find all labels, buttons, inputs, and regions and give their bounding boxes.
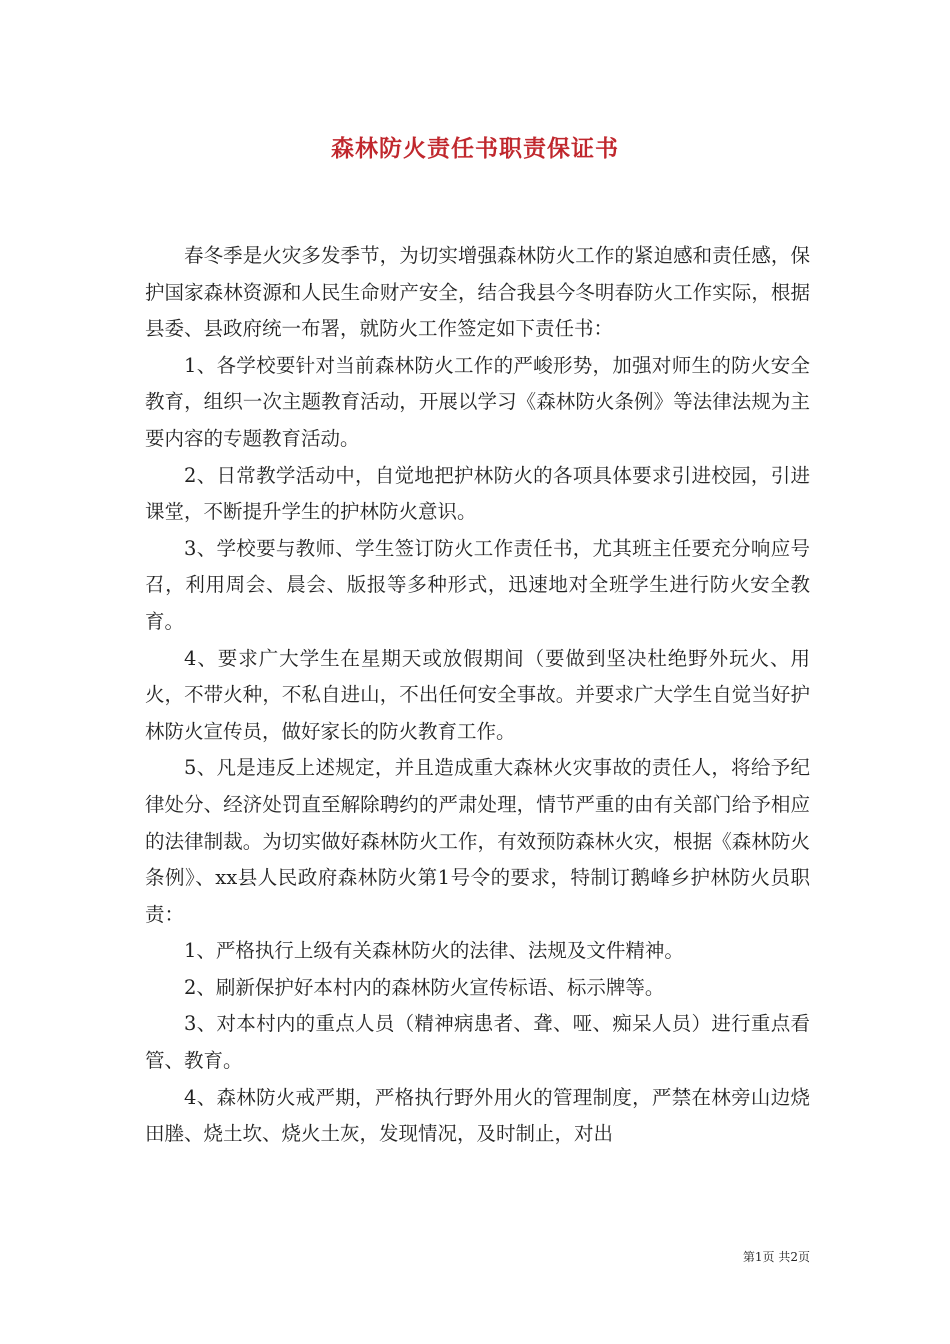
paragraph-item-2: 2、日常教学活动中，自觉地把护林防火的各项具体要求引进校园，引进课堂，不断提升学生的护林防火意识。	[145, 463, 810, 524]
duty-item-2: 2、刷新保护好本村内的森林防火宣传标语、标示牌等。	[184, 975, 665, 999]
duty-item-3: 3、对本村内的重点人员（精神病患者、聋、哑、痴呆人员）进行重点看管、教育。	[145, 1012, 810, 1073]
duty-item-4: 4、森林防火戒严期，严格执行野外用火的管理制度，严禁在林旁山边烧田塍、烧土坎、烧火土灰，发现情况，及时制止，对出	[145, 1085, 810, 1146]
paragraph-item-1: 1、各学校要针对当前森林防火工作的严峻形势，加强对师生的防火安全教育，组织一次主题教育活动，开展以学习《森林防火条例》等法律法规为主要内容的专题教育活动。	[145, 353, 810, 450]
page-number: 第1页 共2页	[742, 1250, 810, 1264]
duty-item-1: 1、严格执行上级有关森林防火的法律、法规及文件精神。	[184, 939, 684, 963]
paragraph-intro: 春冬季是火灾多发季节，为切实增强森林防火工作的紧迫感和责任感，保护国家森林资源和人民生命财产安全，结合我县今冬明春防火工作实际，根据县委、县政府统一布署，就防火工作签定如下责任书：	[145, 244, 810, 341]
paragraph-item-5: 5、凡是违反上述规定，并且造成重大森林火灾事故的责任人，将给予纪律处分、经济处罚直至解除聘约的严肃处理，情节严重的由有关部门给予相应的法律制裁。为切实做好森林防火工作，有效预防森林火灾，根据《森林防火条例》、xx县人民政府森林防火第1号令的要求，特制订鹅峰乡护林防火员职责：	[145, 756, 810, 926]
document-title: 森林防火责任书职责保证书	[331, 136, 619, 162]
paragraph-item-4: 4、要求广大学生在星期天或放假期间（要做到坚决杜绝野外玩火、用火，不带火种，不私自进山，不出任何安全事故。并要求广大学生自觉当好护林防火宣传员，做好家长的防火教育工作。	[145, 646, 810, 743]
paragraph-item-3: 3、学校要与教师、学生签订防火工作责任书，尤其班主任要充分响应号召，利用周会、晨会、版报等多种形式，迅速地对全班学生进行防火安全教育。	[145, 536, 810, 633]
document-body	[145, 238, 810, 1153]
